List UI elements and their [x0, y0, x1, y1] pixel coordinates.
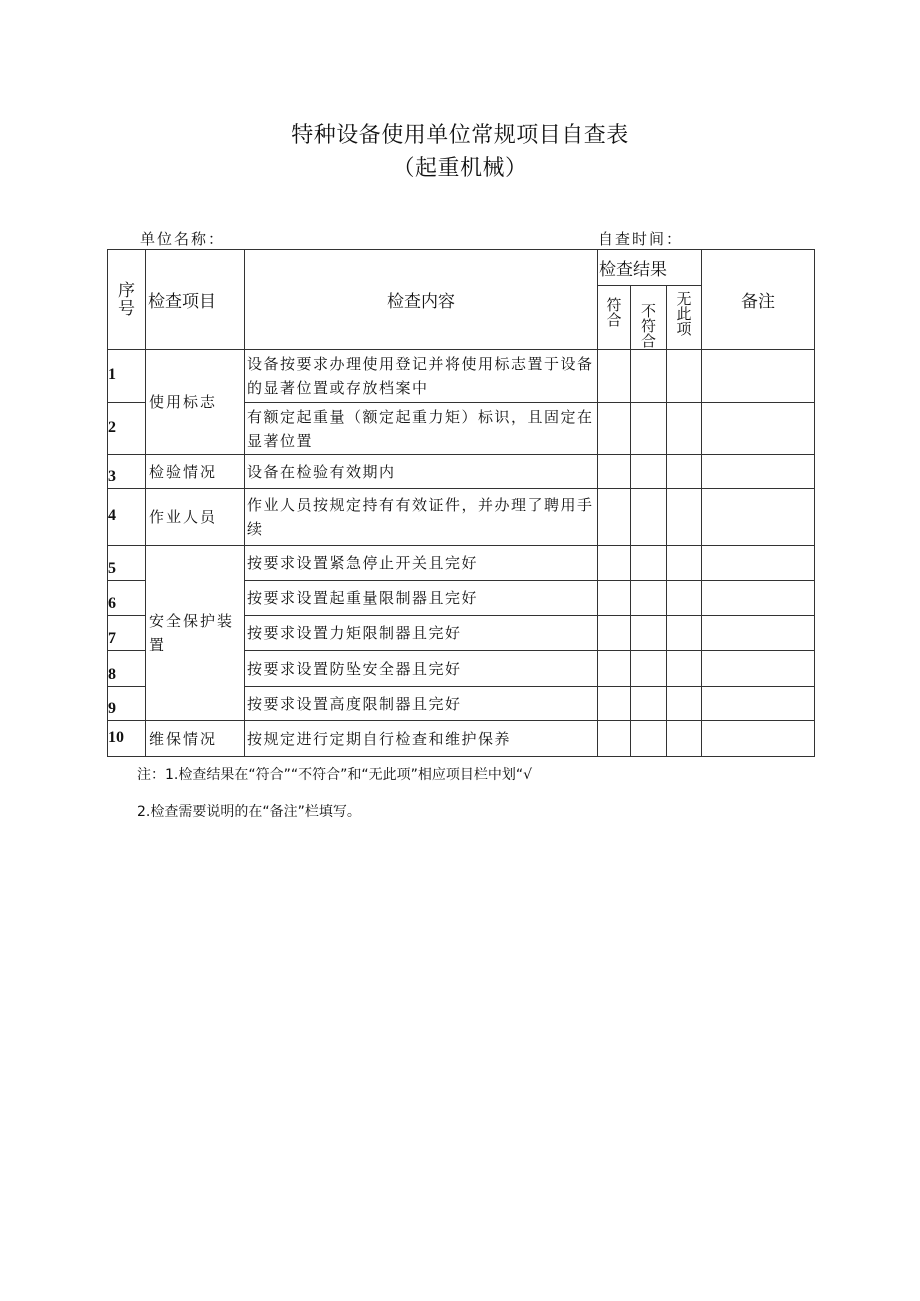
check-item: 检验情况: [146, 455, 245, 489]
check-content: 有额定起重量（额定起重力矩）标识，且固定在显著位置: [245, 403, 598, 455]
header-result-fail-char: 合: [640, 332, 656, 350]
result-fail-cell[interactable]: [631, 721, 667, 757]
result-na-cell[interactable]: [667, 455, 702, 489]
result-pass-cell[interactable]: [598, 651, 631, 687]
row-number: 5: [108, 546, 146, 581]
result-na-cell[interactable]: [667, 546, 702, 581]
result-na-cell[interactable]: [667, 403, 702, 455]
header-result-pass-char: 符: [606, 296, 622, 314]
self-check-table: [107, 249, 815, 757]
header-result-fail-char: 不: [640, 302, 656, 320]
result-na-cell[interactable]: [667, 581, 702, 616]
result-na-cell[interactable]: [667, 489, 702, 546]
result-pass-cell[interactable]: [598, 616, 631, 651]
check-content: 设备按要求办理使用登记并将使用标志置于设备的显著位置或存放档案中: [245, 350, 598, 403]
header-seq: [108, 250, 146, 350]
header-result-fail: [631, 286, 667, 350]
result-pass-cell[interactable]: [598, 455, 631, 489]
result-fail-cell[interactable]: [631, 489, 667, 546]
remark-cell[interactable]: [702, 616, 815, 651]
table-row: [108, 546, 815, 581]
check-content: 按要求设置起重量限制器且完好: [245, 581, 598, 616]
header-item: 检查项目: [146, 250, 245, 350]
document-subtitle: （起重机械）: [392, 156, 528, 181]
row-number: 3: [108, 455, 146, 489]
check-content: 作业人员按规定持有有效证件，并办理了聘用手续: [245, 489, 598, 546]
result-pass-cell[interactable]: [598, 721, 631, 757]
remark-cell[interactable]: [702, 687, 815, 721]
header-result-na-char: 无: [676, 290, 692, 308]
remark-cell[interactable]: [702, 651, 815, 687]
result-pass-cell[interactable]: [598, 403, 631, 455]
result-fail-cell[interactable]: [631, 581, 667, 616]
result-pass-cell[interactable]: [598, 687, 631, 721]
remark-cell[interactable]: [702, 721, 815, 757]
header-result-fail-char: 符: [640, 317, 656, 335]
header-remark: 备注: [702, 250, 815, 350]
header-result-na-char: 此: [676, 305, 692, 323]
remark-cell[interactable]: [702, 489, 815, 546]
remark-cell[interactable]: [702, 403, 815, 455]
row-number: 10: [108, 721, 146, 757]
remark-cell[interactable]: [702, 455, 815, 489]
check-content: 按要求设置高度限制器且完好: [245, 687, 598, 721]
header-content: 检查内容: [245, 250, 598, 350]
check-content: 设备在检验有效期内: [245, 455, 598, 489]
result-pass-cell[interactable]: [598, 581, 631, 616]
result-na-cell[interactable]: [667, 350, 702, 403]
result-fail-cell[interactable]: [631, 403, 667, 455]
remark-cell[interactable]: [702, 581, 815, 616]
check-item: 安全保护装置: [146, 546, 245, 721]
result-na-cell[interactable]: [667, 616, 702, 651]
check-item: 使用标志: [146, 350, 245, 455]
row-number: 1: [108, 350, 146, 403]
result-pass-cell[interactable]: [598, 546, 631, 581]
result-fail-cell[interactable]: [631, 455, 667, 489]
result-fail-cell[interactable]: [631, 350, 667, 403]
remark-cell[interactable]: [702, 350, 815, 403]
result-fail-cell[interactable]: [631, 616, 667, 651]
header-result-pass: [598, 286, 631, 350]
table-row: [108, 489, 815, 546]
row-number: 7: [108, 616, 146, 651]
unit-name-label: 单位名称：: [140, 230, 226, 248]
check-content: 按要求设置力矩限制器且完好: [245, 616, 598, 651]
row-number: 8: [108, 651, 146, 687]
header-seq-bottom: 号: [118, 298, 135, 319]
header-seq-top: 序: [118, 280, 135, 301]
row-number: 6: [108, 581, 146, 616]
check-content: 按要求设置紧急停止开关且完好: [245, 546, 598, 581]
row-number: 9: [108, 687, 146, 721]
row-number: 4: [108, 489, 146, 546]
table-row: [108, 721, 815, 757]
footnote-1: 注：1.检查结果在“符合”“不符合”和“无此项”相应项目栏中划“√: [137, 767, 533, 783]
table-row: [108, 350, 815, 403]
result-pass-cell[interactable]: [598, 350, 631, 403]
header-result: 检查结果: [598, 250, 702, 286]
row-number: 2: [108, 403, 146, 455]
header-result-na: [667, 286, 702, 350]
result-na-cell[interactable]: [667, 651, 702, 687]
result-na-cell[interactable]: [667, 721, 702, 757]
result-fail-cell[interactable]: [631, 687, 667, 721]
check-item: 作业人员: [146, 489, 245, 546]
check-content: 按规定进行定期自行检查和维护保养: [245, 721, 598, 757]
check-item: 维保情况: [146, 721, 245, 757]
header-result-pass-char: 合: [606, 311, 622, 329]
table-row: [108, 455, 815, 489]
remark-cell[interactable]: [702, 546, 815, 581]
result-fail-cell[interactable]: [631, 651, 667, 687]
header-row: [108, 250, 815, 286]
header-result-na-char: 项: [676, 320, 692, 338]
result-fail-cell[interactable]: [631, 546, 667, 581]
result-na-cell[interactable]: [667, 687, 702, 721]
document-title: 特种设备使用单位常规项目自查表: [291, 123, 629, 148]
check-date-label: 自查时间：: [598, 230, 684, 248]
footnote-2: 2.检查需要说明的在“备注”栏填写。: [137, 804, 361, 820]
result-pass-cell[interactable]: [598, 489, 631, 546]
check-content: 按要求设置防坠安全器且完好: [245, 651, 598, 687]
